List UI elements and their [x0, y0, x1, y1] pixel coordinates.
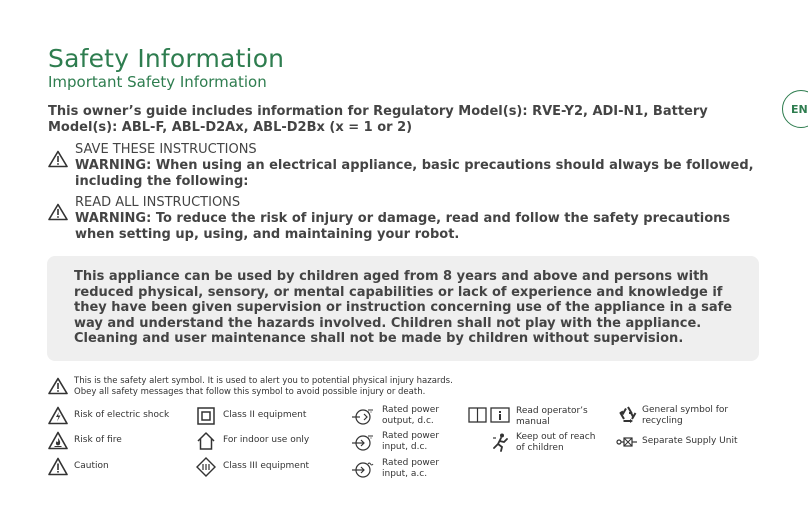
fire-icon [48, 431, 68, 451]
safety-alert-text: This is the safety alert symbol. It is used to alert you to potential physical injury hazards. Obey all safety messages that follow this symbol to avoid possible injury or death. [74, 376, 453, 397]
symbol-label: Rated power output, d.c. [382, 405, 440, 426]
page-subtitle: Important Safety Information [48, 73, 267, 91]
symbol-label: Risk of fire [74, 435, 122, 445]
symbol-label: Caution [74, 461, 109, 471]
warning-icon [48, 203, 68, 221]
symbol-label: Class II equipment [223, 410, 307, 420]
class-ii-icon [196, 406, 216, 426]
intro-paragraph: This owner’s guide includes information for Regulatory Model(s): RVE-Y2, ADI-N1, Battery Model(s): ABL-F, ABL-D2Ax, ABL-D2Bx (x = 1 or 2) [48, 104, 708, 135]
safety-alert-icon [48, 377, 68, 395]
page-title: Safety Information [48, 44, 285, 73]
electric-shock-icon [48, 406, 68, 426]
symbol-label: Read operator’s manual [516, 406, 588, 427]
warning-text: WARNING: When using an electrical appliance, basic precautions should always be followed, including the following: [75, 158, 754, 189]
warning-text: WARNING: To reduce the risk of injury or damage, read and follow the safety precautions when setting up, using, and maintaining your robot. [75, 211, 731, 242]
symbol-label: Separate Supply Unit [642, 436, 738, 446]
symbol-label: Rated power input, a.c. [382, 458, 440, 479]
symbol-label: Risk of electric shock [74, 410, 170, 420]
warning-heading: SAVE THESE INSTRUCTIONS [75, 142, 257, 157]
children-notice-box [47, 256, 759, 361]
symbol-label: For indoor use only [223, 435, 310, 445]
house-icon [196, 431, 216, 451]
warning-heading: READ ALL INSTRUCTIONS [75, 195, 241, 210]
warning-icon [48, 150, 68, 168]
class-iii-icon [196, 457, 216, 477]
language-badge[interactable]: EN [782, 90, 808, 128]
children-notice-text: This appliance can be used by children aged from 8 years and above and persons with reduced physical, sensory, or mental capabilities or lack of experience and knowledge if they have been given supervision or instruction concerning use of the appliance in a safe way and understand the hazards involved. Children shall not play with the appliance. Cleaning and user maintenance shall not be made by children without supervision. [74, 269, 733, 346]
read-manual-icon [468, 406, 510, 424]
supply-unit-icon [616, 434, 638, 450]
power-output-icon [350, 407, 374, 427]
recycling-icon [618, 405, 638, 425]
symbol-label: Class III equipment [223, 461, 310, 471]
power-input-ac-icon [350, 460, 374, 480]
symbol-label: Rated power input, d.c. [382, 431, 440, 452]
symbol-label: General symbol for recycling [642, 405, 729, 426]
power-input-dc-icon [350, 433, 374, 453]
caution-icon [48, 457, 68, 477]
symbol-label: Keep out of reach of children [516, 432, 596, 453]
keep-away-children-icon [490, 432, 510, 452]
